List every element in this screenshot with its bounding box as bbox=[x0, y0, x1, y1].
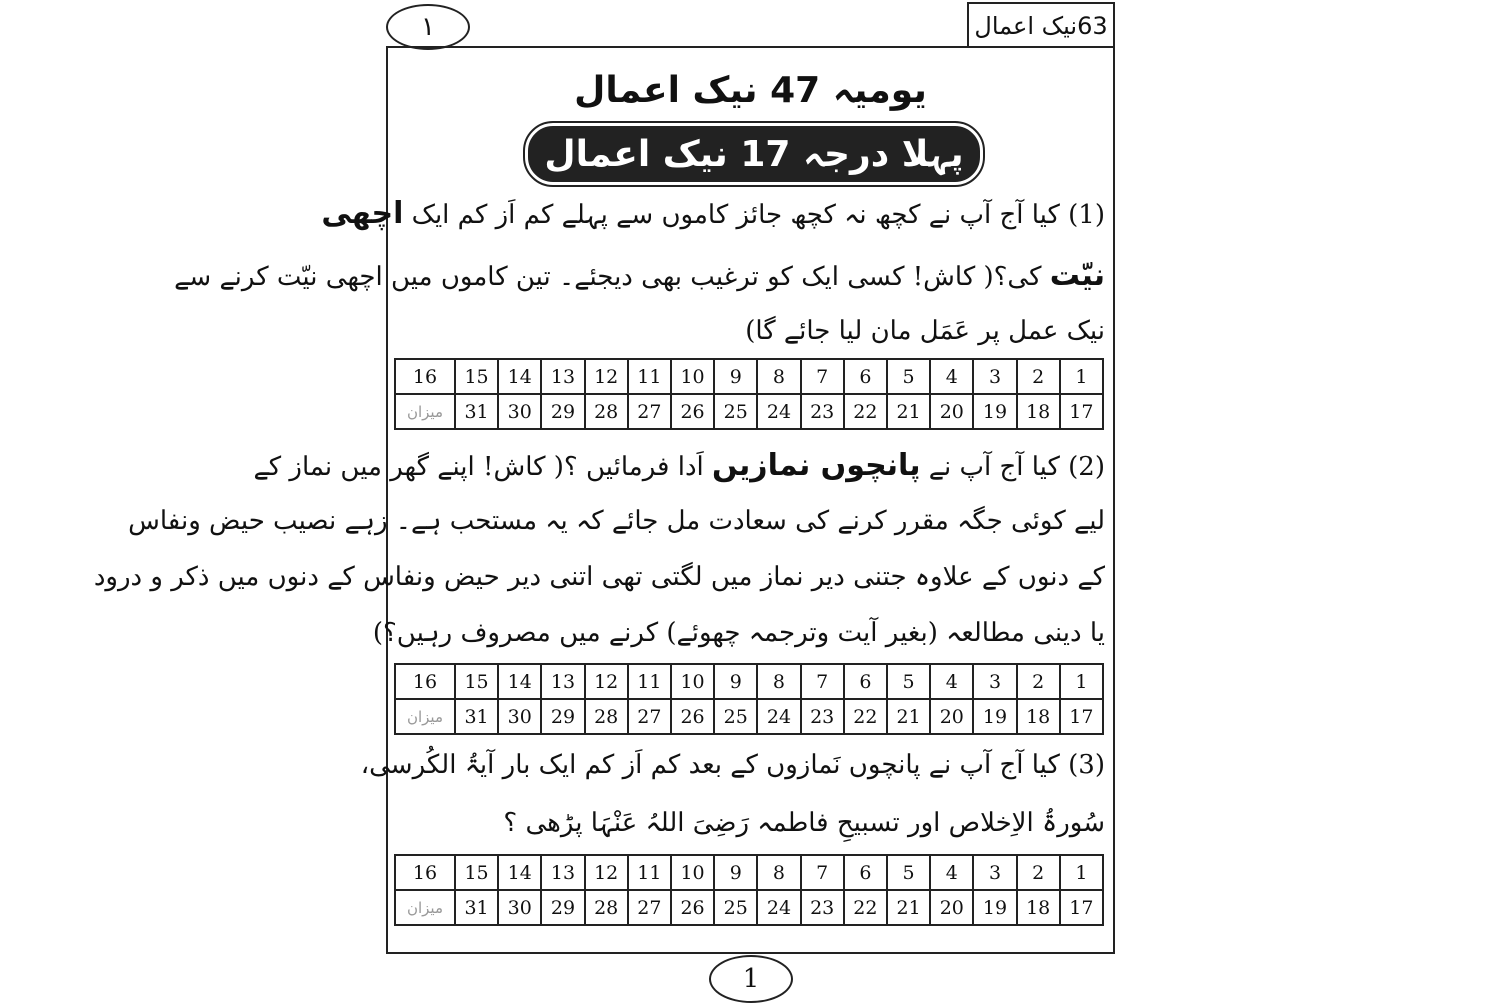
day-cell[interactable]: 19 bbox=[973, 394, 1016, 429]
day-cell[interactable]: 22 bbox=[844, 394, 887, 429]
day-cell[interactable]: 9 bbox=[714, 664, 757, 699]
day-cell[interactable]: 27 bbox=[628, 890, 671, 925]
tracker-row bbox=[395, 855, 1103, 890]
day-cell[interactable]: 15 bbox=[455, 664, 498, 699]
day-tracker-table bbox=[394, 854, 1104, 926]
day-cell[interactable]: 17 bbox=[1060, 394, 1103, 429]
day-cell[interactable]: 20 bbox=[930, 699, 973, 734]
body-text: یا دینی مطالعہ (بغیر آیت وترجمہ چھوئے) کرنے میں مصروف رہیں؟) bbox=[372, 618, 1105, 648]
item-3-line bbox=[360, 750, 1105, 780]
day-cell[interactable]: 29 bbox=[541, 699, 584, 734]
day-cell[interactable]: 9 bbox=[714, 855, 757, 890]
day-cell[interactable]: 25 bbox=[714, 394, 757, 429]
day-cell[interactable]: 19 bbox=[973, 890, 1016, 925]
body-text: (2) کیا آج آپ نے bbox=[920, 452, 1105, 482]
day-cell[interactable]: 10 bbox=[671, 359, 714, 394]
day-cell[interactable]: 18 bbox=[1017, 394, 1060, 429]
day-cell[interactable]: 4 bbox=[930, 855, 973, 890]
day-cell[interactable]: 12 bbox=[585, 664, 628, 699]
day-cell[interactable]: 18 bbox=[1017, 699, 1060, 734]
day-cell[interactable]: 7 bbox=[801, 664, 844, 699]
day-cell[interactable]: 7 bbox=[801, 855, 844, 890]
day-cell[interactable]: 31 bbox=[455, 699, 498, 734]
day-cell[interactable]: 2 bbox=[1017, 359, 1060, 394]
day-cell[interactable]: 29 bbox=[541, 394, 584, 429]
item-2-line bbox=[128, 506, 1105, 536]
day-tracker-table bbox=[394, 663, 1104, 735]
day-cell[interactable]: 15 bbox=[455, 359, 498, 394]
day-cell[interactable]: 30 bbox=[498, 394, 541, 429]
day-cell[interactable]: 4 bbox=[930, 359, 973, 394]
day-cell[interactable]: 28 bbox=[585, 890, 628, 925]
day-cell[interactable]: 18 bbox=[1017, 890, 1060, 925]
page-content bbox=[93, 46, 1115, 954]
day-cell[interactable]: 20 bbox=[930, 890, 973, 925]
body-text: نیک عمل پر عَمَل مان لیا جائے گا) bbox=[745, 316, 1105, 346]
item-1-line bbox=[321, 196, 1105, 231]
total-cell[interactable]: میزان bbox=[395, 890, 455, 925]
day-cell[interactable]: 6 bbox=[844, 855, 887, 890]
day-cell[interactable]: 24 bbox=[757, 890, 800, 925]
emphasis-text: پانچوں نمازیں bbox=[712, 448, 921, 483]
emphasis-text: اچھی bbox=[321, 196, 404, 231]
body-text: لیے کوئی جگہ مقرر کرنے کی سعادت مل جائے کہ یہ مستحب ہے۔ زہے نصیب حیض ونفاس bbox=[128, 506, 1105, 536]
day-cell[interactable]: 1 bbox=[1060, 359, 1103, 394]
day-cell[interactable]: 26 bbox=[671, 890, 714, 925]
day-cell[interactable]: 21 bbox=[887, 890, 930, 925]
tracker-row bbox=[395, 890, 1103, 925]
day-cell[interactable]: 25 bbox=[714, 890, 757, 925]
day-cell[interactable]: 10 bbox=[671, 855, 714, 890]
day-cell[interactable]: 1 bbox=[1060, 855, 1103, 890]
day-cell[interactable]: 5 bbox=[887, 359, 930, 394]
day-cell[interactable]: 27 bbox=[628, 699, 671, 734]
day-cell[interactable]: 28 bbox=[585, 699, 628, 734]
bottom-page-number: 1 bbox=[709, 955, 793, 1003]
day-cell[interactable]: 22 bbox=[844, 699, 887, 734]
day-cell[interactable]: 26 bbox=[671, 394, 714, 429]
day-cell[interactable]: 1 bbox=[1060, 664, 1103, 699]
item-2-line bbox=[93, 562, 1105, 592]
body-text: (1) کیا آج آپ نے کچھ نہ کچھ جائز کاموں سے پہلے کم اَز کم ایک bbox=[403, 200, 1105, 230]
day-cell[interactable]: 12 bbox=[585, 855, 628, 890]
day-cell[interactable]: 22 bbox=[844, 890, 887, 925]
item-2-line bbox=[372, 618, 1105, 648]
day-cell[interactable]: 13 bbox=[541, 855, 584, 890]
day-cell[interactable]: 23 bbox=[801, 890, 844, 925]
day-cell[interactable]: 7 bbox=[801, 359, 844, 394]
top-page-number: ١ bbox=[386, 4, 470, 50]
book-label: 63نیک اعمال bbox=[967, 2, 1115, 48]
day-cell[interactable]: 20 bbox=[930, 394, 973, 429]
total-cell[interactable]: میزان bbox=[395, 699, 455, 734]
body-text: سُورۃُ الاِخلاص اور تسبیحِ فاطمہ رَضِیَ اللہُ عَنْہَا پڑھی ؟ bbox=[503, 808, 1105, 838]
page-subtitle-badge bbox=[525, 123, 983, 185]
day-cell[interactable]: 23 bbox=[801, 394, 844, 429]
day-cell[interactable]: 25 bbox=[714, 699, 757, 734]
day-cell[interactable]: 13 bbox=[541, 664, 584, 699]
page-title: یومیہ 47 نیک اعمال bbox=[574, 70, 927, 111]
day-cell[interactable]: 19 bbox=[973, 699, 1016, 734]
day-cell[interactable]: 16 bbox=[395, 359, 455, 394]
day-cell[interactable]: 12 bbox=[585, 359, 628, 394]
day-cell[interactable]: 2 bbox=[1017, 664, 1060, 699]
day-cell[interactable]: 16 bbox=[395, 664, 455, 699]
item-1-line bbox=[174, 258, 1105, 293]
body-text: کے دنوں کے علاوہ جتنی دیر نماز میں لگتی تھی اتنی دیر حیض ونفاس کے دنوں میں ذکر و درود bbox=[93, 562, 1105, 592]
day-cell[interactable]: 31 bbox=[455, 394, 498, 429]
day-cell[interactable]: 6 bbox=[844, 359, 887, 394]
page-subtitle: پہلا درجہ 17 نیک اعمال bbox=[544, 133, 964, 175]
day-cell[interactable]: 21 bbox=[887, 699, 930, 734]
day-cell[interactable]: 3 bbox=[973, 359, 1016, 394]
day-cell[interactable]: 4 bbox=[930, 664, 973, 699]
day-cell[interactable]: 21 bbox=[887, 394, 930, 429]
item-2-line bbox=[253, 448, 1105, 483]
day-cell[interactable]: 9 bbox=[714, 359, 757, 394]
day-cell[interactable]: 10 bbox=[671, 664, 714, 699]
tracker-row bbox=[395, 394, 1103, 429]
day-cell[interactable]: 6 bbox=[844, 664, 887, 699]
body-text: (3) کیا آج آپ نے پانچوں نَمازوں کے بعد کم اَز کم ایک بار آیۃُ الکُرسی، bbox=[360, 750, 1105, 780]
day-tracker-table bbox=[394, 358, 1104, 430]
day-cell[interactable]: 23 bbox=[801, 699, 844, 734]
day-cell[interactable]: 3 bbox=[973, 664, 1016, 699]
body-text: کی؟( کاش! کسی ایک کو ترغیب بھی دیجئے۔ تین کاموں میں اچھی نیّت کرنے سے bbox=[174, 262, 1050, 292]
day-cell[interactable]: 5 bbox=[887, 855, 930, 890]
day-cell[interactable]: 30 bbox=[498, 699, 541, 734]
day-cell[interactable]: 11 bbox=[628, 359, 671, 394]
day-cell[interactable]: 14 bbox=[498, 359, 541, 394]
day-cell[interactable]: 17 bbox=[1060, 890, 1103, 925]
day-cell[interactable]: 11 bbox=[628, 664, 671, 699]
total-cell[interactable]: میزان bbox=[395, 394, 455, 429]
emphasis-text: نیّت bbox=[1049, 258, 1105, 293]
day-cell[interactable]: 8 bbox=[757, 855, 800, 890]
day-cell[interactable]: 26 bbox=[671, 699, 714, 734]
day-cell[interactable]: 11 bbox=[628, 855, 671, 890]
day-cell[interactable]: 2 bbox=[1017, 855, 1060, 890]
day-cell[interactable]: 17 bbox=[1060, 699, 1103, 734]
day-cell[interactable]: 27 bbox=[628, 394, 671, 429]
item-1-line bbox=[396, 316, 1105, 346]
tracker-row bbox=[395, 359, 1103, 394]
tracker-row bbox=[395, 664, 1103, 699]
day-cell[interactable]: 28 bbox=[585, 394, 628, 429]
day-cell[interactable]: 5 bbox=[887, 664, 930, 699]
day-cell[interactable]: 14 bbox=[498, 664, 541, 699]
tracker-row bbox=[395, 699, 1103, 734]
body-text: اَدا فرمائیں ؟( کاش! اپنے گھر میں نماز کے bbox=[253, 452, 713, 482]
day-cell[interactable]: 15 bbox=[455, 855, 498, 890]
day-cell[interactable]: 13 bbox=[541, 359, 584, 394]
day-cell[interactable]: 30 bbox=[498, 890, 541, 925]
day-cell[interactable]: 24 bbox=[757, 394, 800, 429]
day-cell[interactable]: 29 bbox=[541, 890, 584, 925]
day-cell[interactable]: 14 bbox=[498, 855, 541, 890]
day-cell[interactable]: 31 bbox=[455, 890, 498, 925]
day-cell[interactable]: 8 bbox=[757, 359, 800, 394]
item-3-line bbox=[396, 808, 1105, 838]
day-cell[interactable]: 24 bbox=[757, 699, 800, 734]
day-cell[interactable]: 16 bbox=[395, 855, 455, 890]
day-cell[interactable]: 3 bbox=[973, 855, 1016, 890]
day-cell[interactable]: 8 bbox=[757, 664, 800, 699]
